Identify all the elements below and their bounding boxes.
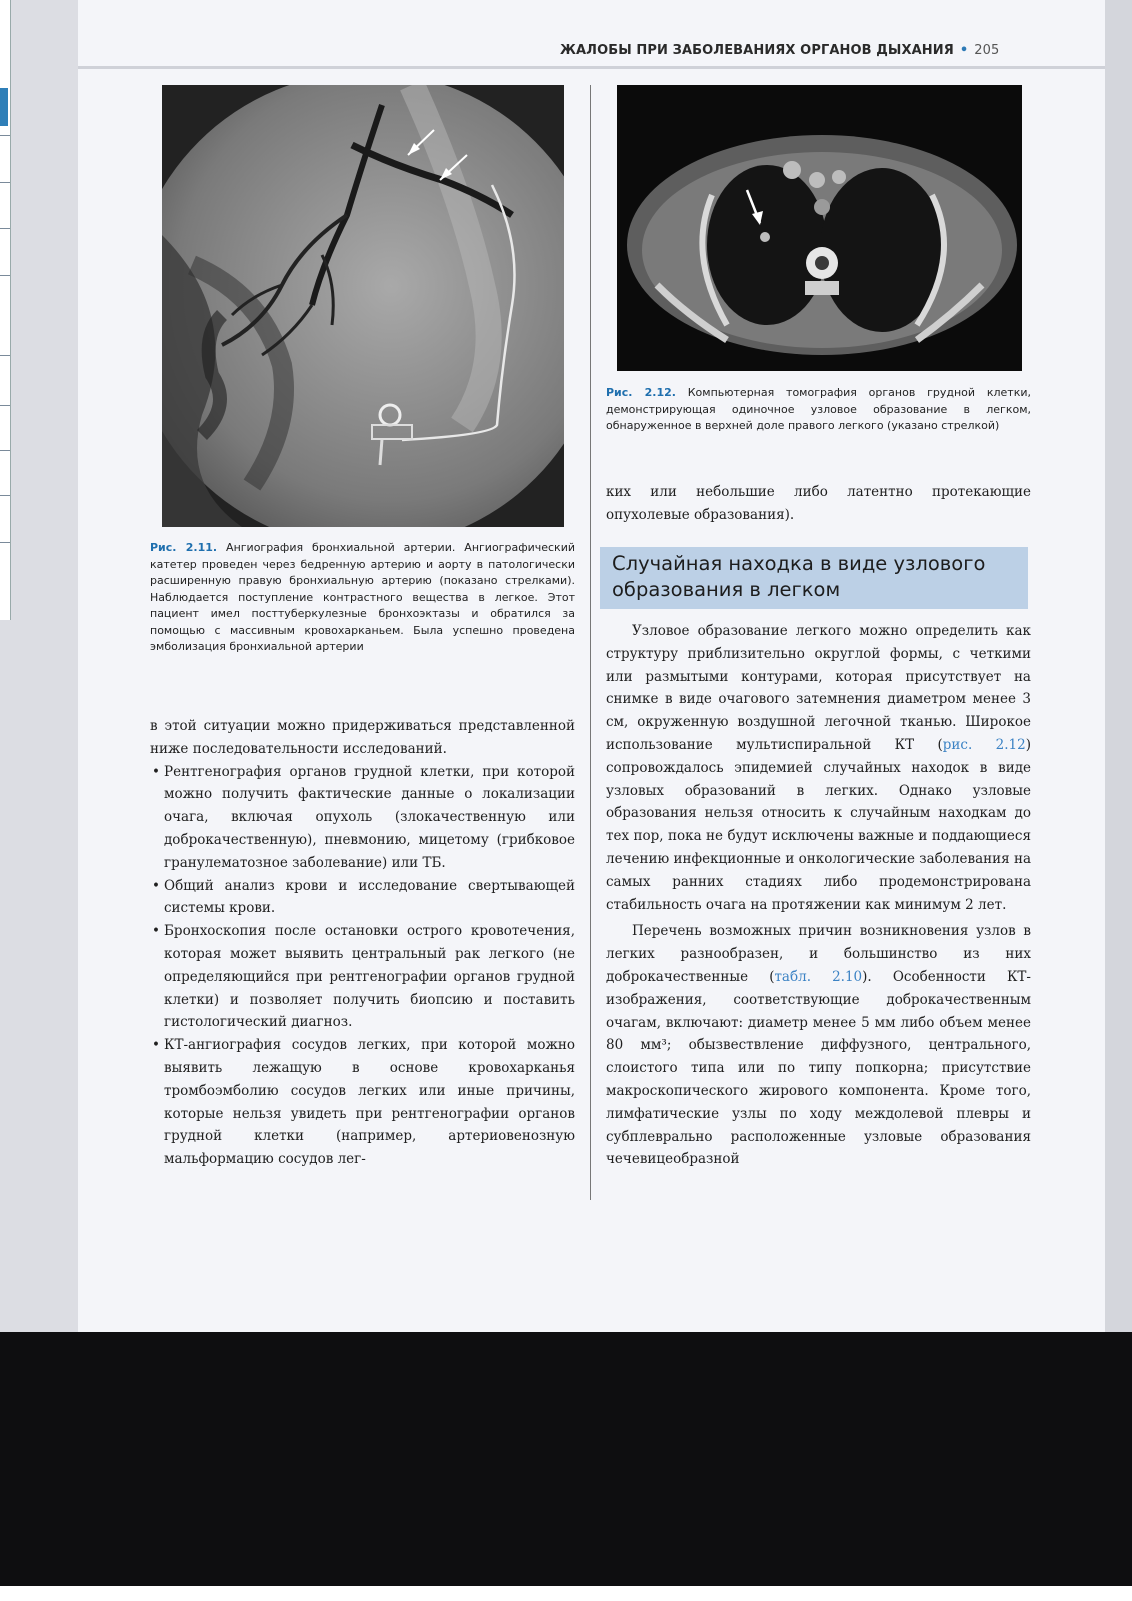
figure-label: Рис. 2.11. — [150, 541, 218, 554]
intro-paragraph: в этой ситуации можно придерживаться представленной ниже последовательности исследований. — [150, 718, 575, 757]
list-item: • КТ-ангиография сосудов легких, при которой можно выявить лежащую в основе кровохарканья тромбоэмболию сосудов легких или иные причины, которые нельзя увидеть при рентгенографии органов грудной клетки (например, артериовенозную мальформацию сосудов лег- — [150, 1034, 575, 1171]
list-item: • Бронхоскопия после остановки острого кровотечения, которая может выявить центральный рак легкого (не определяющийся при рентгенографии органов грудной клетки) и позволяет получить биопсию и поставить гистологический диагноз. — [150, 920, 575, 1034]
angiography-image — [162, 85, 564, 527]
edge-tick — [0, 182, 10, 183]
running-head-separator: • — [959, 43, 969, 58]
paragraph — [606, 620, 1031, 916]
text-run: ) сопровождалось эпидемией случайных находок в виде узловых образований в легких. Однако узловые образования нельзя относить к случайным находкам до тех пор, пока не будут исключены важные и поддающиеся лечению инфекционные и онкологические заболевания на самых ранних стадиях либо продемонстрирована стабильность очага на протяжении как минимум 2 лет. — [606, 736, 1032, 913]
ct-scan-image — [617, 85, 1022, 371]
text-run: Узловое образование легкого можно определить как структуру приблизительно округлой формы, с четкими или размытыми контурами, которая присутствует на снимке в виде очагового затемнения диаметром менее 3 см, окруженную воздушной легочной тканью. Широкое использование мультиспиральной КТ ( — [606, 623, 1031, 753]
facing-page-margin — [0, 0, 78, 1335]
column-divider — [590, 85, 591, 1200]
continued-paragraph — [606, 481, 1031, 527]
text-run: Перечень возможных причин возникновения узлов в легких разнообразен, и большинство из них доброкачественные ( — [606, 923, 1031, 985]
angiography-drawing — [162, 85, 564, 527]
edge-tick — [0, 405, 10, 406]
list-item: • Общий анализ крови и исследование свертывающей системы крови. — [150, 875, 575, 921]
edge-tick — [0, 228, 10, 229]
figure-label: Рис. 2.12. — [606, 386, 676, 399]
paragraph — [606, 920, 1031, 1171]
figure-caption-text: Ангиография бронхиальной артерии. Ангиографический катетер проведен через бедренную артерию и аорту в патологически расширенную правую бронхиальную артерию (показано стрелками). Наблюдается поступление контрастного вещества в легкое. Этот пациент имел посттуберкулезные бронхоэктазы и обратился за помощью с массивным кровохарканьем. Была успешно проведена эмболизация бронхиальной артерии — [150, 541, 575, 653]
scanner-background — [0, 1332, 1132, 1601]
list-item: • Рентгенография органов грудной клетки, при которой можно получить фактические данные о локализации очага, включая опухоль (злокачественную или доброкачественную), пневмонию, мицетому (грибковое гранулематозное заболевание) или ТБ. — [150, 761, 575, 875]
right-column — [606, 620, 1031, 1171]
figure-caption-2-12 — [606, 385, 1031, 435]
edge-tick — [0, 355, 10, 356]
section-heading: Случайная находка в виде узлового образования в легком — [600, 547, 1028, 609]
right-edge-shadow — [1105, 0, 1132, 1335]
ct-scan-drawing — [617, 85, 1022, 371]
figure-caption-text: Компьютерная томография органов грудной клетки, демонстрирующая одиночное узловое образование в легком, обнаруженное в верхней доле правого легкого (указано стрелкой) — [606, 386, 1032, 432]
running-head-title: ЖАЛОБЫ ПРИ ЗАБОЛЕВАНИЯХ ОРГАНОВ ДЫХАНИЯ — [560, 43, 954, 58]
facing-page-blue-mark — [0, 88, 8, 126]
edge-tick — [0, 542, 10, 543]
left-column — [150, 715, 575, 1171]
figure-reference-link[interactable]: рис. 2.12 — [942, 736, 1026, 753]
scan-border — [0, 1586, 1132, 1601]
investigation-list — [150, 761, 575, 1171]
continuation-text: ких или небольшие либо латентно протекающие опухолевые образования). — [606, 484, 1031, 523]
text-run: ). Особенности КТ-изображения, соответствующие доброкачественным очагам, включают: диаметр менее 5 мм либо объем менее 80 мм³; обызвествление диффузного, центрального, слоистого типа или по типу попкорна; присутствие макроскопического жирового компонента. Кроме того, лимфатические узлы по ходу междолевой плевры и субплеврально расположенные узловые образования чечевицеобразной — [606, 968, 1031, 1168]
edge-tick — [0, 135, 10, 136]
header-rule — [78, 66, 1105, 69]
edge-tick — [0, 275, 10, 276]
figure-caption-2-11 — [150, 540, 575, 656]
running-head — [560, 43, 1045, 58]
page-number: 205 — [974, 43, 1000, 58]
edge-tick — [0, 495, 10, 496]
table-reference-link[interactable]: табл. 2.10 — [774, 968, 863, 985]
edge-tick — [0, 450, 10, 451]
